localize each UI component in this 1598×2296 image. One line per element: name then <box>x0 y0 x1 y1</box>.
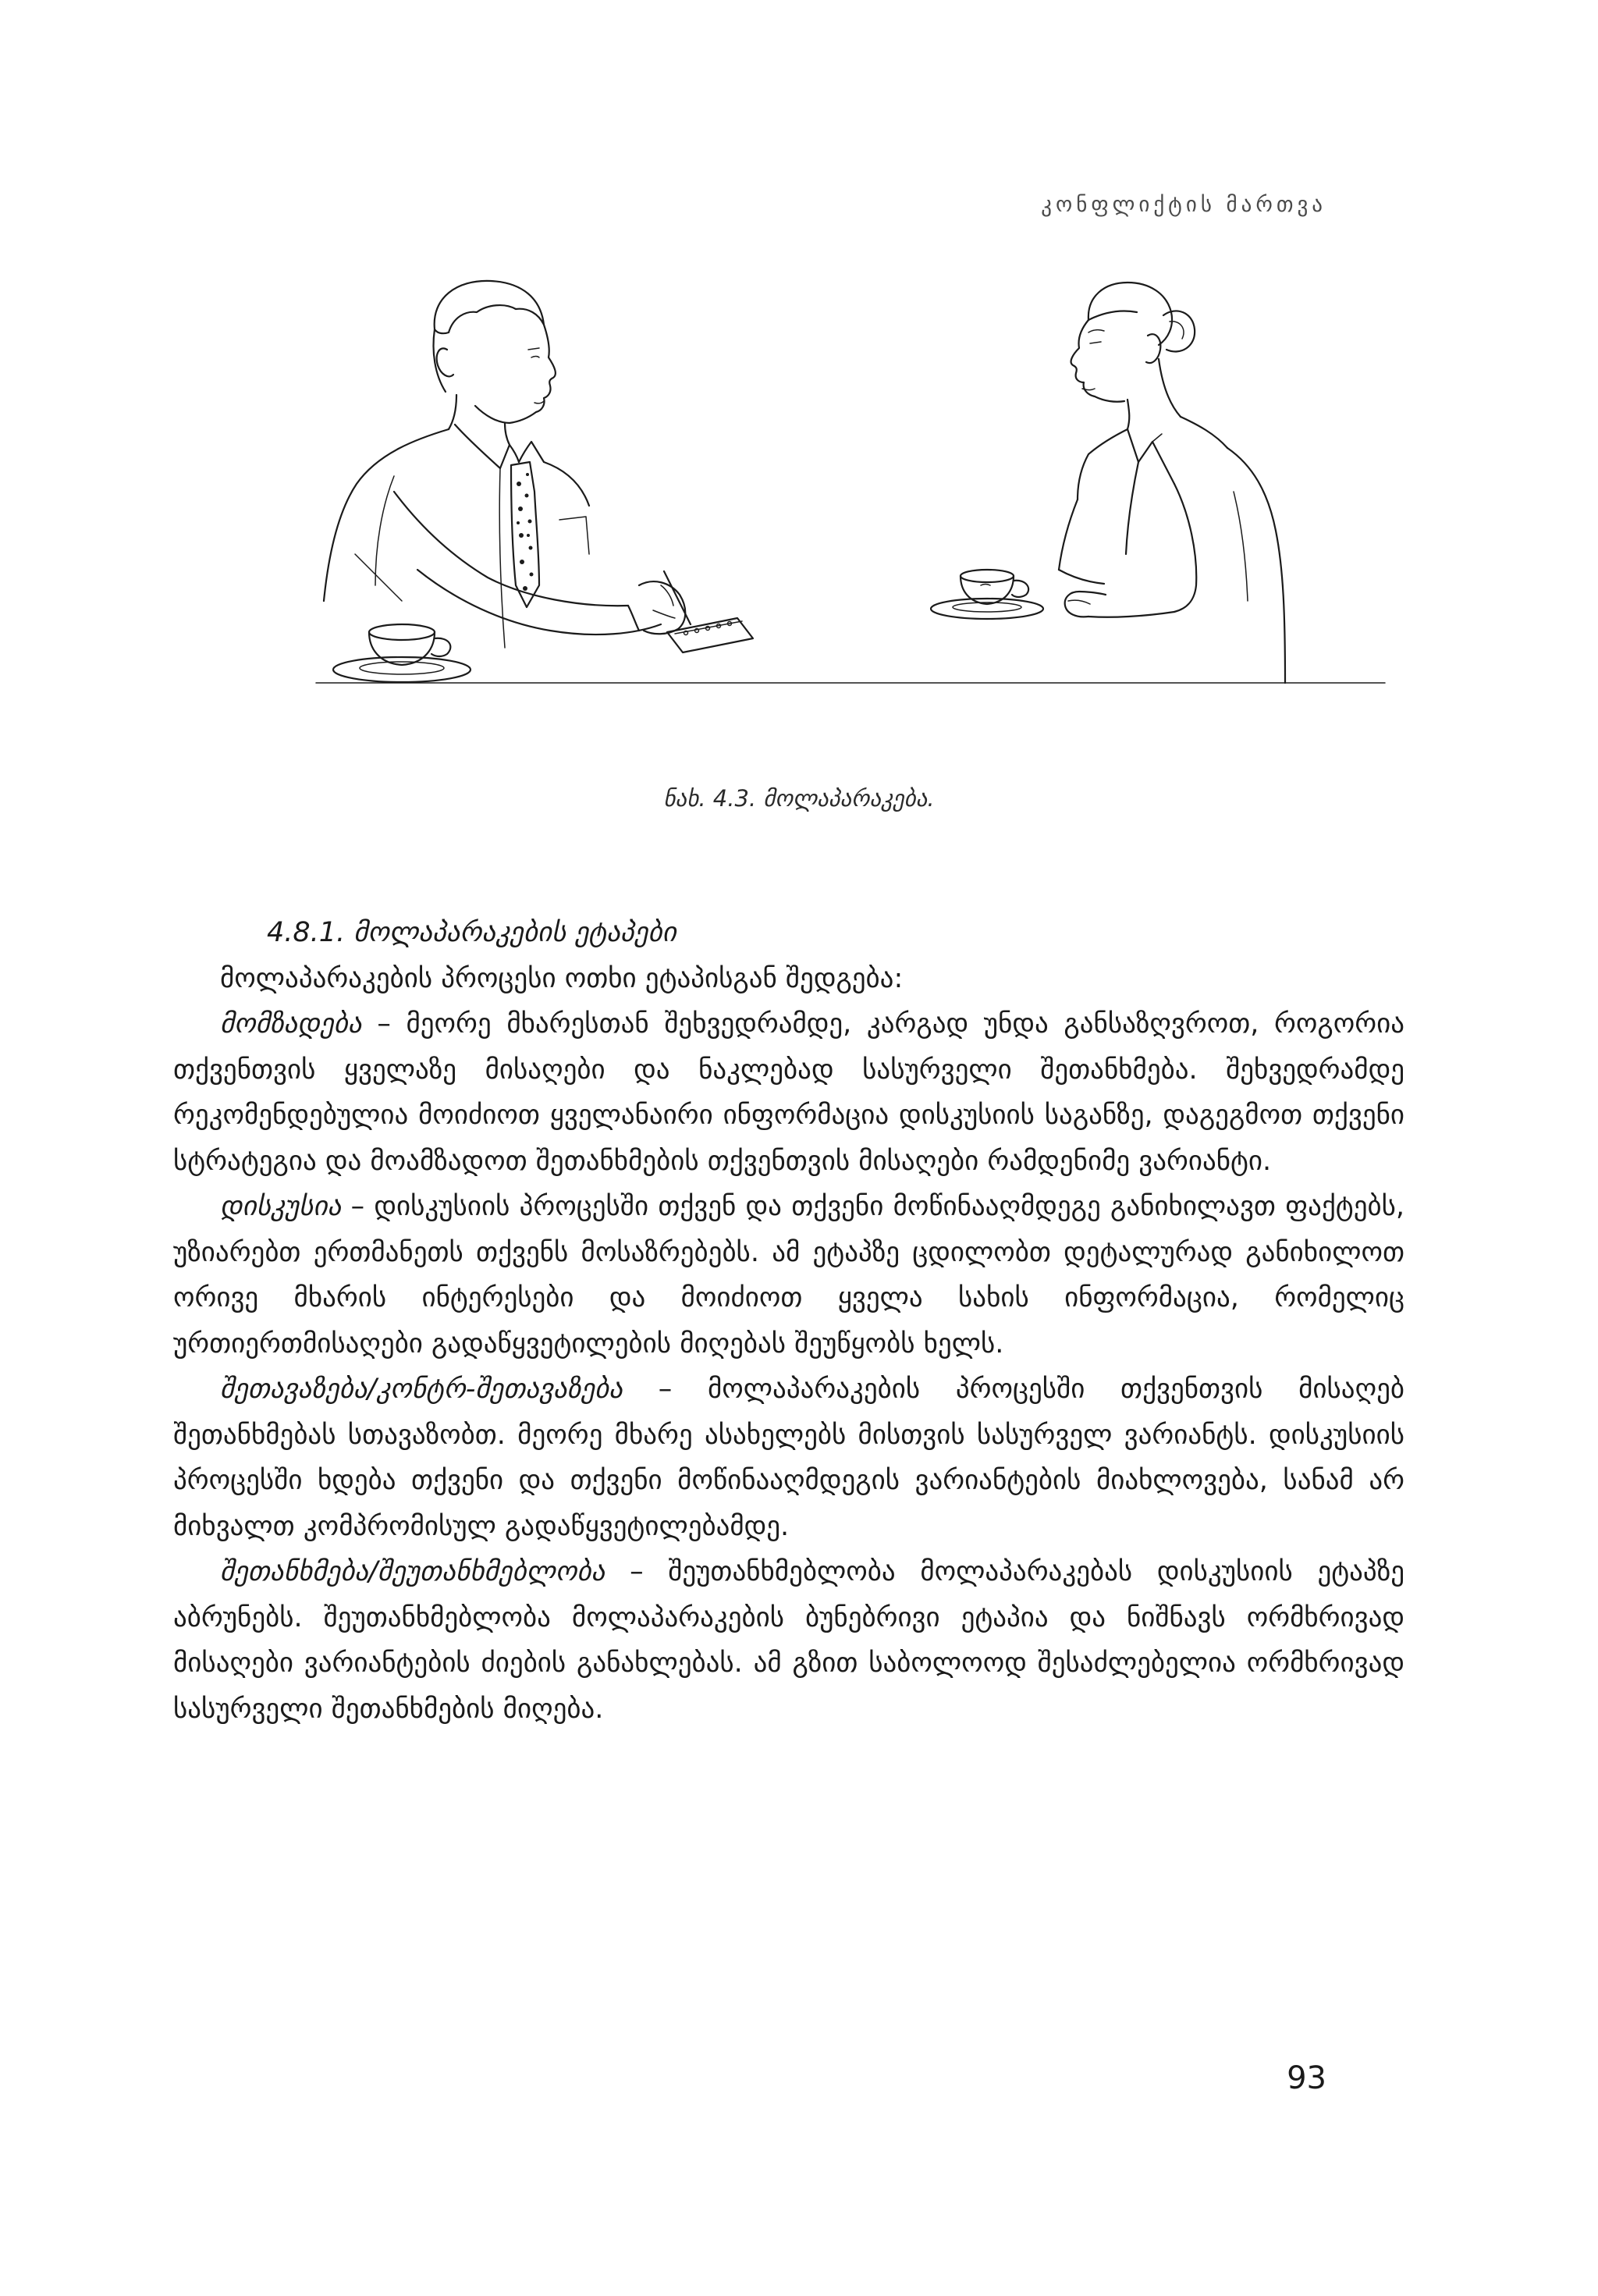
running-header: კონფლიქტის მართვა <box>1041 193 1326 217</box>
stage-text: – მეორე მხარესთან შეხვედრამდე, კარგად უნდა განსაზღვროთ, როგორია თქვენთვის ყველაზე მისაღები და ნაკლებად სასურველი შეთანხმება. შეხვედრამდე რეკომენდებულია მოიძიოთ ყველანაირი ინფორმაცია დისკუსიის საგანზე, დაგეგმოთ თქვენი სტრატეგია და მოამზადოთ შეთანხმების თქვენთვის მისაღები რამდენიმე ვარიანტი. <box>173 1008 1404 1177</box>
stage-term: მომზადება <box>220 1008 362 1040</box>
main-text <box>173 910 1404 1732</box>
figure-caption: ნახ. 4.3. მოლაპარაკება. <box>663 785 935 812</box>
tie-pattern <box>517 473 534 591</box>
section-heading: 4.8.1. მოლაპარაკების ეტაპები <box>267 917 676 948</box>
stage-text: – შეუთანხმებლობა მოლაპარაკებას დისკუსიის ეტაპზე აბრუნებს. შეუთანხმებლობა მოლაპარაკების ბუნებრივი ეტაპია და ნიშნავს ორმხრივად მისაღები ვარიანტების ძიების განახლებას. ამ გზით საბოლოოდ შესაძლებელია ორმხრივად სასურველი შეთანხმების მიღება. <box>173 1556 1404 1725</box>
stage-text: – დისკუსიის პროცესში თქვენ და თქვენი მოწინააღმდეგე განიხილავთ ფაქტებს, უზიარებთ ერთმანეთს თქვენს მოსაზრებებს. ამ ეტაპზე ცდილობთ დეტალურად განიხილოთ ორივე მხარის ინტერესები და მოიძიოთ ყველა სახის ინფორმაცია, რომელიც ურთიერთმისაღები გადაწყვეტილების მიღებას შეუწყობს ხელს. <box>173 1191 1404 1359</box>
stage-paragraph-offer <box>173 1367 1404 1549</box>
stage-term: შეთავაზება/კონტრ-შეთავაზება <box>220 1374 623 1405</box>
stage-paragraph-preparation <box>173 1001 1404 1184</box>
man-figure <box>324 281 753 682</box>
page-number: 93 <box>1287 2060 1326 2096</box>
stage-paragraph-discussion <box>173 1184 1404 1367</box>
stage-term: დისკუსია <box>220 1191 342 1222</box>
woman-figure <box>931 283 1285 683</box>
section-intro: მოლაპარაკების პროცესი ოთხი ეტაპისგან შედგება: <box>220 962 904 994</box>
negotiation-illustration <box>300 258 1393 702</box>
stage-paragraph-agreement <box>173 1549 1404 1732</box>
stage-term: შეთანხმება/შეუთანხმებლობა <box>220 1556 605 1587</box>
negotiation-drawing <box>300 258 1393 702</box>
stage-text: – მოლაპარაკების პროცესში თქვენთვის მისაღებ შეთანხმებას სთავაზობთ. მეორე მხარე ასახელებს მისთვის სასურველ ვარიანტს. დისკუსიის პროცესში ხდება თქვენი და თქვენი მოწინააღმდეგის ვარიანტების მიახლოვება, სანამ არ მიხვალთ კომპრომისულ გადაწყვეტილებამდე. <box>173 1374 1404 1542</box>
